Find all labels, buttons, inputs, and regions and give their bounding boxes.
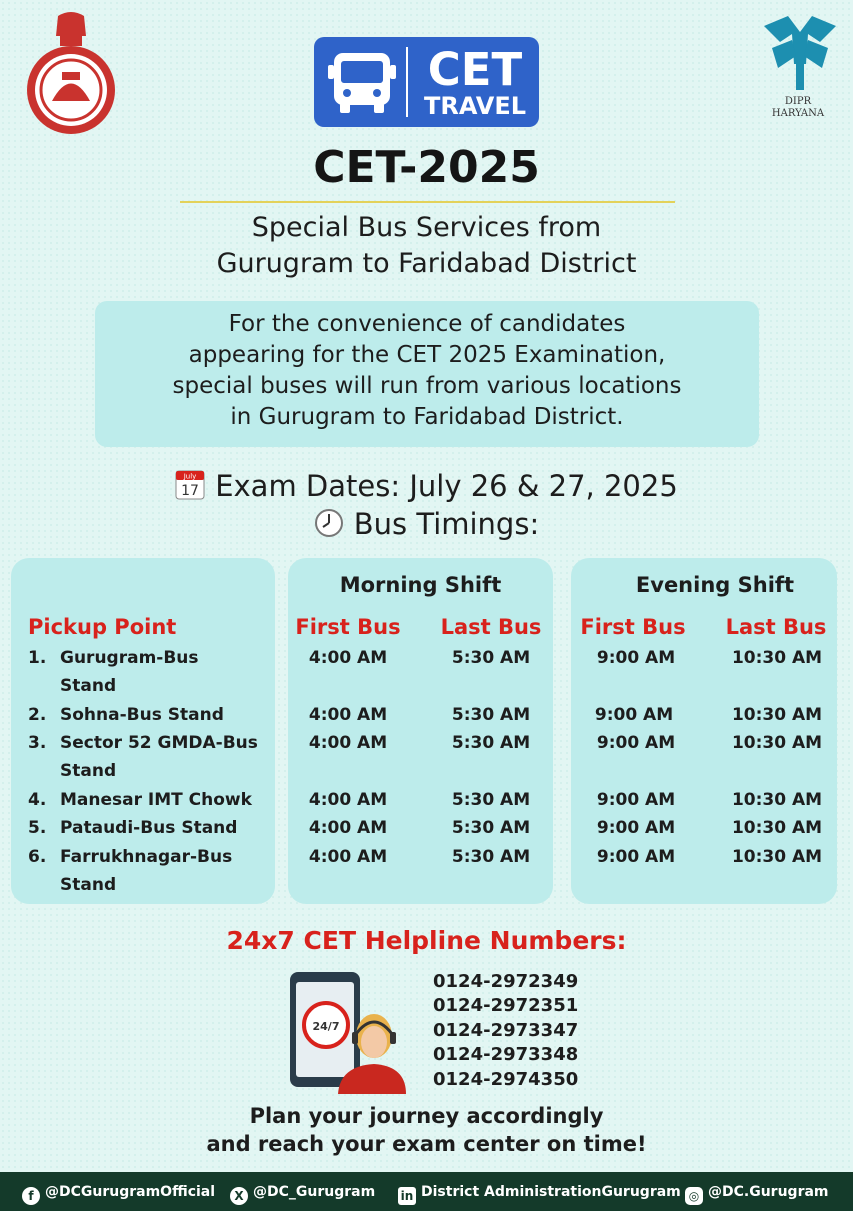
evening-first-time: 9:00 AM (596, 648, 676, 668)
info-text: For the convenience of candidates appearing for the CET 2025 Examination, special buses will run from various locations in Gurugram to Faridabad District. (172, 311, 682, 430)
haryana-emblem-icon (22, 6, 120, 136)
pickup-point: Pataudi-Bus Stand (60, 818, 238, 838)
helpline-support-icon (288, 970, 406, 1094)
bus-icon (322, 47, 402, 117)
morning-last-time: 5:30 AM (451, 705, 531, 725)
morning-first-time: 4:00 AM (308, 790, 388, 810)
evening-first-time: 9:00 AM (596, 790, 676, 810)
evening-last-bus-header: Last Bus (725, 615, 827, 639)
helpline-number[interactable]: 0124-2973348 (433, 1044, 579, 1065)
pickup-point: Manesar IMT Chowk (60, 790, 252, 810)
row-number: 5. (28, 818, 47, 838)
badge-247: 24/7 (312, 1020, 340, 1033)
plan-message: Plan your journey accordingly and reach your exam center on time! (206, 1104, 647, 1156)
evening-first-time: 9:00 AM (596, 818, 676, 838)
morning-first-bus-header: First Bus (295, 615, 401, 639)
x-link[interactable]: X @DC_Gurugram (230, 1183, 375, 1201)
linkedin-icon: in (398, 1187, 416, 1205)
helpline-number[interactable]: 0124-2972351 (433, 995, 579, 1016)
exam-dates-text: Exam Dates: July 26 & 27, 2025 (215, 469, 678, 503)
morning-first-time: 4:00 AM (308, 847, 388, 867)
helpline-title: 24x7 CET Helpline Numbers: (226, 926, 627, 955)
facebook-icon: f (22, 1187, 40, 1205)
logo-cet-text: CET (427, 43, 523, 96)
title-divider (180, 201, 675, 203)
row-number: 6. (28, 847, 47, 867)
pickup-point: Farrukhnagar-Bus Stand (60, 847, 233, 895)
bus-timings-text: Bus Timings: (353, 507, 540, 541)
evening-first-time: 9:00 AM (596, 733, 676, 753)
cet-travel-logo (314, 37, 539, 127)
helpline-number[interactable]: 0124-2972349 (433, 971, 579, 992)
subtitle: Special Bus Services from Gurugram to Faridabad District (216, 212, 637, 279)
instagram-icon: ◎ (685, 1187, 703, 1205)
evening-first-time: 9:00 AM (594, 705, 674, 725)
facebook-link[interactable]: f @DCGurugramOfficial (22, 1183, 215, 1201)
x-icon: X (230, 1187, 248, 1205)
morning-last-time: 5:30 AM (451, 733, 531, 753)
morning-first-time: 4:00 AM (308, 648, 388, 668)
morning-last-time: 5:30 AM (451, 818, 531, 838)
pickup-point: Sector 52 GMDA-Bus Stand (60, 733, 258, 781)
evening-last-time: 10:30 AM (731, 790, 823, 810)
evening-last-time: 10:30 AM (731, 648, 823, 668)
evening-last-time: 10:30 AM (731, 847, 823, 867)
row-number: 3. (28, 733, 47, 753)
row-number: 4. (28, 790, 47, 810)
morning-last-time: 5:30 AM (451, 648, 531, 668)
pickup-header: Pickup Point (28, 615, 177, 639)
logo-travel-text: TRAVEL (423, 92, 527, 120)
morning-last-time: 5:30 AM (451, 790, 531, 810)
evening-last-time: 10:30 AM (731, 733, 823, 753)
logo-separator (406, 47, 408, 117)
instagram-link[interactable]: ◎ @DC.Gurugram (685, 1183, 829, 1201)
calendar-month: July (183, 472, 197, 481)
morning-last-time: 5:30 AM (451, 847, 531, 867)
evening-last-time: 10:30 AM (731, 818, 823, 838)
pickup-point: Sohna-Bus Stand (60, 705, 224, 725)
linkedin-link[interactable]: in District AdministrationGurugram (398, 1183, 681, 1201)
evening-first-bus-header: First Bus (580, 615, 686, 639)
page-title: CET-2025 (313, 142, 540, 193)
row-number: 1. (28, 648, 47, 668)
evening-shift-title: Evening Shift (635, 573, 795, 597)
morning-shift-title: Morning Shift (339, 573, 502, 597)
dipr-text: DIPR HARYANA (771, 96, 825, 119)
morning-first-time: 4:00 AM (308, 818, 388, 838)
helpline-number[interactable]: 0124-2973347 (433, 1020, 579, 1041)
morning-first-time: 4:00 AM (308, 705, 388, 725)
clock-icon (314, 508, 344, 548)
bus-timings (0, 504, 853, 548)
evening-last-time: 10:30 AM (731, 705, 823, 725)
row-number: 2. (28, 705, 47, 725)
calendar-day: 17 (181, 483, 200, 499)
pickup-point: Gurugram-Bus Stand (60, 648, 199, 696)
helpline-number[interactable]: 0124-2974350 (433, 1069, 579, 1090)
morning-last-bus-header: Last Bus (440, 615, 542, 639)
evening-first-time: 9:00 AM (596, 847, 676, 867)
morning-first-time: 4:00 AM (308, 733, 388, 753)
